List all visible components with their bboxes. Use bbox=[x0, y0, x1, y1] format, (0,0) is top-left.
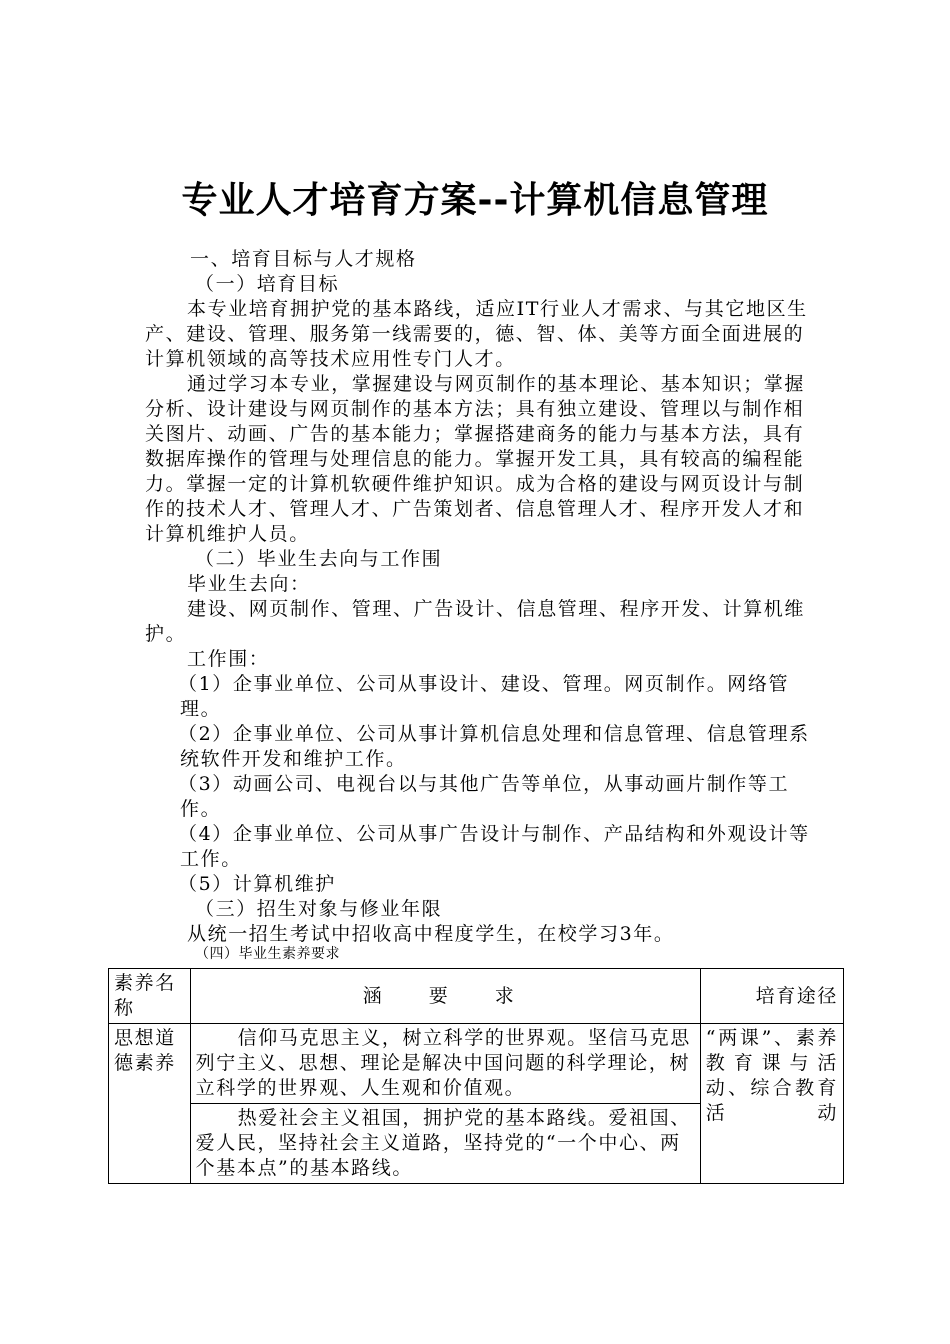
paragraph-goal-2: 通过学习本专业，掌握建设与网页制作的基本理论、基本知识；掌握分析、设计建设与网页制作的基本方法；具有独立建设、管理以与制作相关图片、动画、广告的基本能力；掌握搭建商务的能力与基本方法，具有数据库操作的管理与处理信息的能力。掌握开发工具，具有较高的编程能力。掌握一定的计算机软硬件维护知识。成为合格的建设与网页设计与制作的技术人才、管理人才、广告策划者、信息管理人才、程序开发人才和计算机维护人员。 bbox=[145, 373, 806, 545]
header-path: 培育途径 bbox=[700, 969, 843, 1024]
scope-item-5: （5）计算机维护 bbox=[178, 873, 336, 895]
row-requirement-1 bbox=[190, 1024, 700, 1104]
row-requirement-2 bbox=[190, 1104, 700, 1184]
header-name: 素养名称 bbox=[109, 969, 191, 1024]
scope-label: 工作围： bbox=[187, 648, 270, 670]
scope-item-1: （1）企事业单位、公司从事设计、建设、管理。网页制作。网络管理。 bbox=[178, 673, 790, 720]
enrollment-text: 从统一招生考试中招收高中程度学生，在校学习3年。 bbox=[187, 923, 675, 945]
destination-label: 毕业生去向： bbox=[187, 573, 311, 595]
document-body bbox=[145, 247, 810, 947]
section-heading-1-4: （四）毕业生素养要求 bbox=[195, 946, 340, 962]
row-name: 思想道德素养 bbox=[109, 1024, 191, 1184]
destination-text: 建设、网页制作、管理、广告设计、信息管理、程序开发、计算机维护。 bbox=[145, 598, 806, 645]
table-row bbox=[109, 1024, 844, 1104]
quality-requirements-table bbox=[108, 968, 844, 1184]
requirement-text-1: 信仰马克思主义，树立科学的世界观。坚信马克思列宁主义、思想、理论是解决中国问题的科学理论，树立科学的世界观、人生观和价值观。 bbox=[195, 1027, 691, 1099]
section-heading-1-3: （三）招生对象与修业年限 bbox=[195, 898, 443, 920]
scope-item-4: （4）企事业单位、公司从事广告设计与制作、产品结构和外观设计等工作。 bbox=[178, 823, 810, 870]
table-header-row bbox=[109, 969, 844, 1024]
paragraph-goal-1: 本专业培育拥护党的基本路线，适应IT行业人才需求、与其它地区生产、建设、管理、服务第一线需要的，德、智、体、美等方面全面进展的计算机领域的高等技术应用性专门人才。 bbox=[145, 298, 808, 370]
section-heading-1: 一、培育目标与人才规格 bbox=[190, 248, 417, 270]
scope-item-2: （2）企事业单位、公司从事计算机信息处理和信息管理、信息管理系统软件开发和维护工作。 bbox=[178, 723, 810, 770]
scope-item-3: （3）动画公司、电视台以与其他广告等单位，从事动画片制作等工作。 bbox=[178, 773, 790, 820]
document-title: 专业人才培育方案--计算机信息管理 bbox=[181, 180, 769, 221]
section-heading-1-1: （一）培育目标 bbox=[195, 273, 340, 295]
section-heading-1-2: （二）毕业生去向与工作围 bbox=[195, 548, 443, 570]
requirement-text-2: 热爱社会主义祖国，拥护党的基本路线。爱祖国、爱人民，坚持社会主义道路，坚持党的“一个中心、两个基本点”的基本路线。 bbox=[195, 1107, 691, 1179]
header-requirements: 涵 要 求 bbox=[190, 969, 700, 1024]
row-path: “两课”、素养教育课与活动、综合教育活动 bbox=[700, 1024, 843, 1184]
